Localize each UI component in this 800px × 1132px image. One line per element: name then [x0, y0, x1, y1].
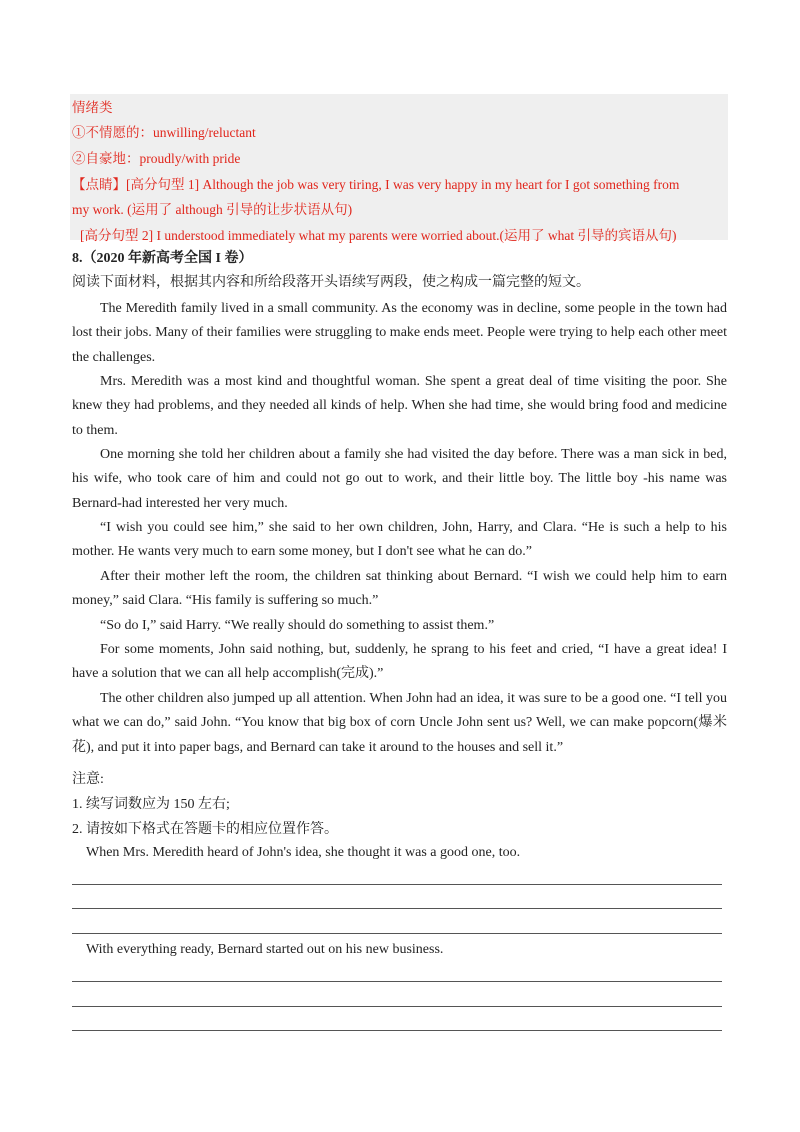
paragraph-5: After their mother left the room, the children sat thinking about Bernard. “I wish we could help him to earn money,” said Clara. “His family is suffering so much.”	[72, 569, 727, 609]
vocab-item-1: ①不情愿的：unwilling/reluctant	[72, 125, 256, 140]
notes-label: 注意:	[72, 772, 104, 787]
answer-line	[72, 908, 722, 909]
paragraph-3: One morning she told her children about a family she had visited the day before. There was a man sick in bed, his wife, who took care of him and could not go out to work, and their little boy. The little boy -his name was Bernard-had interested her very much.	[72, 447, 727, 511]
paragraph-7: For some moments, John said nothing, but, suddenly, he sprang to his feet and cried, “I have a great idea! I have a solution that we can all help accomplish(完成).”	[72, 642, 727, 682]
paragraph-2: Mrs. Meredith was a most kind and thoughtful woman. She spent a great deal of time visiting the poor. She knew they had problems, and they needed all kinds of help. When she had time, she would bring food and medicine to them.	[72, 374, 727, 438]
note-2: 2. 请按如下格式在答题卡的相应位置作答。	[72, 822, 338, 837]
paragraph-6: “So do I,” said Harry. “We really should do something to assist them.”	[100, 618, 495, 633]
answer-line	[72, 1030, 722, 1031]
question-title: 8.（2020 年新高考全国 I 卷）	[72, 251, 253, 266]
tip-line-1: 【点睛】[高分句型 1] Although the job was very tiring, I was very happy in my heart for I got something from	[72, 177, 680, 192]
answer-line	[72, 1006, 722, 1007]
note-1: 1. 续写词数应为 150 左右;	[72, 797, 230, 812]
vocab-item-2: ②自豪地：proudly/with pride	[72, 151, 241, 166]
highlight-box	[70, 94, 728, 240]
tip-line-3: [高分句型 2] I understood immediately what my parents were worried about.(运用了 what 引导的宾语从句)	[80, 228, 677, 243]
paragraph-4: “I wish you could see him,” she said to her own children, John, Harry, and Clara. “He is such a help to his mother. He wants very much to earn some money, but I don't see what he can do.”	[72, 520, 727, 560]
paragraph-1: The Meredith family lived in a small community. As the economy was in decline, some people in the town had lost their jobs. Many of their families were struggling to make ends meet. People were trying to help each other meet the challenges.	[72, 301, 727, 365]
continuation-prompt-2: With everything ready, Bernard started out on his new business.	[86, 942, 444, 957]
answer-line	[72, 884, 722, 885]
category-label: 情绪类	[72, 100, 113, 115]
answer-line	[72, 933, 722, 934]
tip-line-2: my work. (运用了 although 引导的让步状语从句)	[72, 202, 353, 217]
answer-line	[72, 981, 722, 982]
paragraph-8: The other children also jumped up all attention. When John had an idea, it was sure to be a good one. “I tell you what we can do,” said John. “You know that big box of corn Uncle John sent us? Well, we can make popcorn(爆米花), and put it into paper bags, and Bernard can take it around to the houses and sell it.”	[72, 691, 727, 755]
question-instruction: 阅读下面材料，根据其内容和所给段落开头语续写两段，使之构成一篇完整的短文。	[72, 275, 590, 290]
continuation-prompt-1: When Mrs. Meredith heard of John's idea, she thought it was a good one, too.	[86, 845, 521, 860]
